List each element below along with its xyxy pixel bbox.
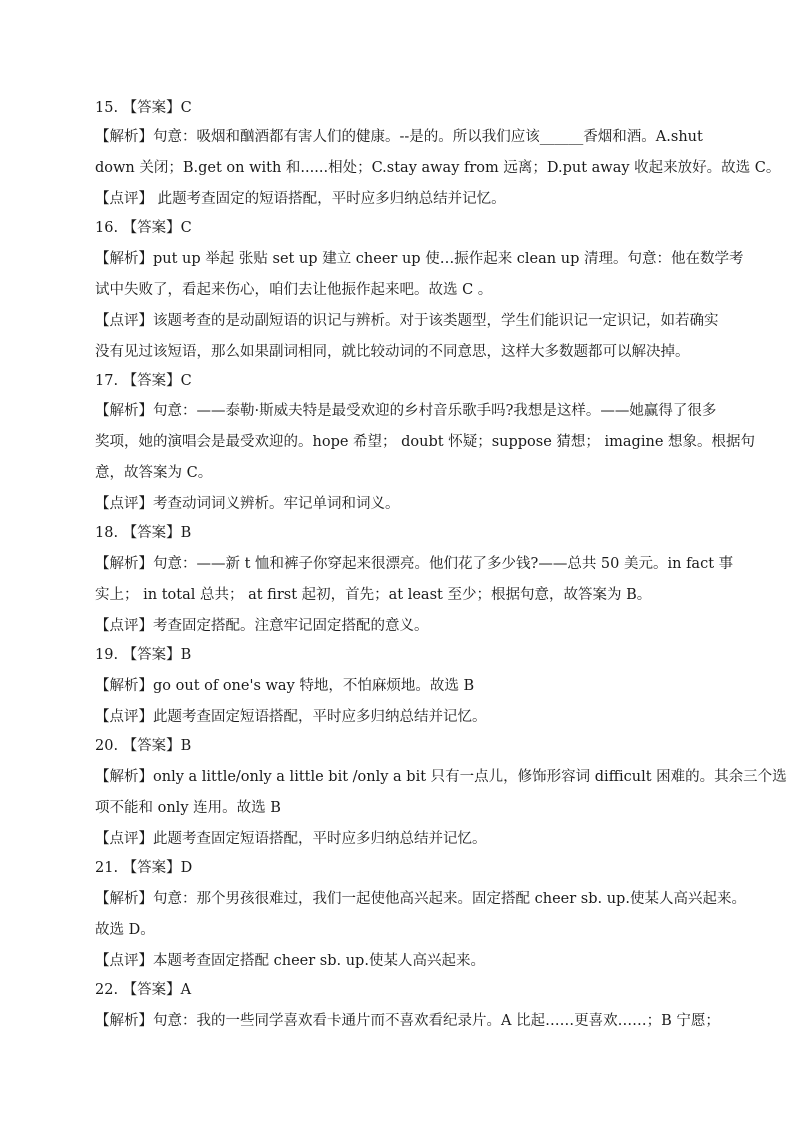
comment-17: 【点评】考查动词词义辨析。牢记单词和词义。 [95,496,400,512]
answer-16-heading: 16. 【答案】C [95,220,192,236]
comment-16-line-1: 【点评】该题考查的是动副短语的识记与辨析。对于该类题型，学生们能识记一定识记，如若确实 [95,313,719,329]
comment-20: 【点评】此题考查固定短语搭配，平时应多归纳总结并记忆。 [95,831,487,847]
analysis-19: 【解析】go out of one's way 特地，不怕麻烦地。故选 B [95,678,475,694]
answer-18-heading: 18. 【答案】B [95,525,192,541]
comment-16-line-2: 没有见过该短语，那么如果副词相同，就比较动词的不同意思，这样大多数题都可以解决掉。 [95,344,690,360]
answer-15-heading: 15. 【答案】C [95,100,192,116]
analysis-18-line-2: 实上； in total 总共； at first 起初，首先；at least 至少；根据句意，故答案为 B。 [95,587,652,603]
answer-19-heading: 19. 【答案】B [95,647,192,663]
analysis-16-line-1: 【解析】put up 举起 张贴 set up 建立 cheer up 使…振作起来 clean up 清理。句意：他在数学考 [95,251,744,267]
answer-20-heading: 20. 【答案】B [95,738,192,754]
answer-17-heading: 17. 【答案】C [95,373,192,389]
analysis-20-line-1: 【解析】only a little/only a little bit /only a bit 只有一点儿，修饰形容词 difficult 困难的。其余三个选 [95,769,787,785]
analysis-18-line-1: 【解析】句意：——新 t 恤和裤子你穿起来很漂亮。他们花了多少钱?——总共 50 美元。in fact 事 [95,556,734,572]
analysis-17-line-2: 奖项，她的演唱会是最受欢迎的。hope 希望； doubt 怀疑；suppose 猜想； imagine 想象。根据句 [95,434,756,450]
analysis-15-line-1: 【解析】句意：吸烟和酗酒都有害人们的健康。--是的。所以我们应该______香烟和酒。A.shut [95,129,703,145]
answer-21-heading: 21. 【答案】D [95,860,193,876]
analysis-17-line-1: 【解析】句意：——泰勒·斯威夫特是最受欢迎的乡村音乐歌手吗?我想是这样。——她赢得了很多 [95,403,717,419]
analysis-17-line-3: 意，故答案为 C。 [95,465,213,481]
analysis-21-line-1: 【解析】句意：那个男孩很难过，我们一起使他高兴起来。固定搭配 cheer sb. up.使某人高兴起来。 [95,891,746,907]
analysis-20-line-2: 项不能和 only 连用。故选 B [95,800,281,816]
comment-19: 【点评】此题考查固定短语搭配，平时应多归纳总结并记忆。 [95,709,487,725]
analysis-16-line-2: 试中失败了，看起来伤心，咱们去让他振作起来吧。故选 C 。 [95,282,493,298]
comment-21: 【点评】本题考查固定搭配 cheer sb. up.使某人高兴起来。 [95,953,485,969]
analysis-22-line-1: 【解析】句意：我的一些同学喜欢看卡通片而不喜欢看纪录片。A 比起……更喜欢……；B 宁愿； [95,1013,720,1029]
comment-18: 【点评】考查固定搭配。注意牢记固定搭配的意义。 [95,618,429,634]
comment-15: 【点评】 此题考查固定的短语搭配，平时应多归纳总结并记忆。 [95,191,506,207]
answer-22-heading: 22. 【答案】A [95,982,192,998]
analysis-15-line-2: down 关闭；B.get on with 和......相处；C.stay away from 远离；D.put away 收起来放好。故选 C。 [95,160,781,176]
analysis-21-line-2: 故选 D。 [95,922,155,938]
